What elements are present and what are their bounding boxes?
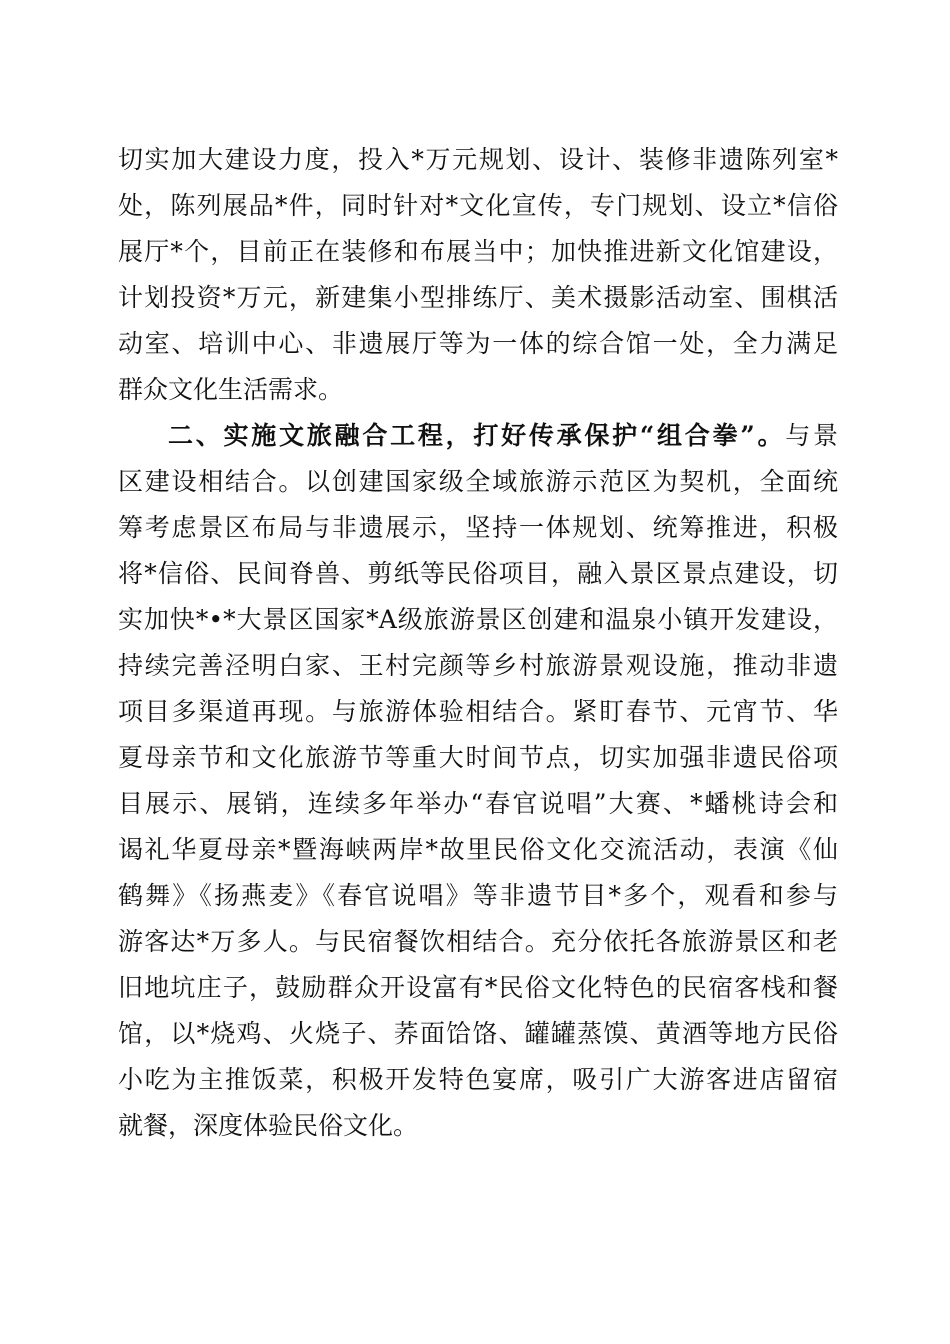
paragraph-line: 游客达*万多人。与民宿餐饮相结合。充分依托各旅游景区和老 [118, 927, 838, 956]
paragraph-line: 将*信俗、民间脊兽、剪纸等民俗项目，融入景区景点建设，切 [118, 559, 838, 588]
section-heading: 二、实施文旅融合工程，打好传承保护“组合拳”。 [168, 421, 786, 450]
paragraph-line: 处，陈列展品*件，同时针对*文化宣传，专门规划、设立*信俗 [118, 191, 838, 220]
paragraph-line: 动室、培训中心、非遗展厅等为一体的综合馆一处，全力满足 [118, 329, 838, 358]
paragraph-line: 旧地坑庄子，鼓励群众开设富有*民俗文化特色的民宿客栈和餐 [118, 973, 838, 1002]
paragraph-line: 就餐，深度体验民俗文化。 [118, 1111, 419, 1140]
paragraph-line: 群众文化生活需求。 [118, 375, 344, 404]
paragraph-line: 项目多渠道再现。与旅游体验相结合。紧盯春节、元宵节、华 [118, 697, 838, 726]
paragraph-line: 馆，以*烧鸡、火烧子、荞面饸饹、罐罐蒸馍、黄酒等地方民俗 [118, 1019, 838, 1048]
paragraph-line: 谒礼华夏母亲*暨海峡两岸*故里民俗文化交流活动，表演《仙 [118, 835, 838, 864]
paragraph-line: 夏母亲节和文化旅游节等重大时间节点，切实加强非遗民俗项 [118, 743, 838, 772]
paragraph-line: 筹考虑景区布局与非遗展示，坚持一体规划、统筹推进，积极 [118, 513, 838, 542]
paragraph-line: 计划投资*万元，新建集小型排练厅、美术摄影活动室、围棋活 [118, 283, 838, 312]
paragraph-line: 区建设相结合。以创建国家级全域旅游示范区为契机，全面统 [118, 467, 838, 496]
paragraph-line: 实加快*•*大景区国家*A级旅游景区创建和温泉小镇开发建设， [118, 605, 838, 634]
paragraph-line: 切实加大建设力度，投入*万元规划、设计、装修非遗陈列室* [118, 145, 838, 174]
paragraph-line: 鹤舞》《扬燕麦》《春官说唱》等非遗节目*多个，观看和参与 [118, 881, 838, 910]
paragraph-line: 展厅*个，目前正在装修和布展当中；加快推进新文化馆建设， [118, 237, 838, 266]
paragraph-line: 目展示、展销，连续多年举办“春官说唱”大赛、*蟠桃诗会和 [118, 789, 838, 818]
section-heading-line [168, 414, 838, 458]
heading-continuation: 与景 [785, 421, 838, 450]
paragraph-line: 持续完善泾明白家、王村完颜等乡村旅游景观设施，推动非遗 [118, 651, 838, 680]
paragraph-line: 小吃为主推饭菜，积极开发特色宴席，吸引广大游客进店留宿 [118, 1065, 838, 1094]
